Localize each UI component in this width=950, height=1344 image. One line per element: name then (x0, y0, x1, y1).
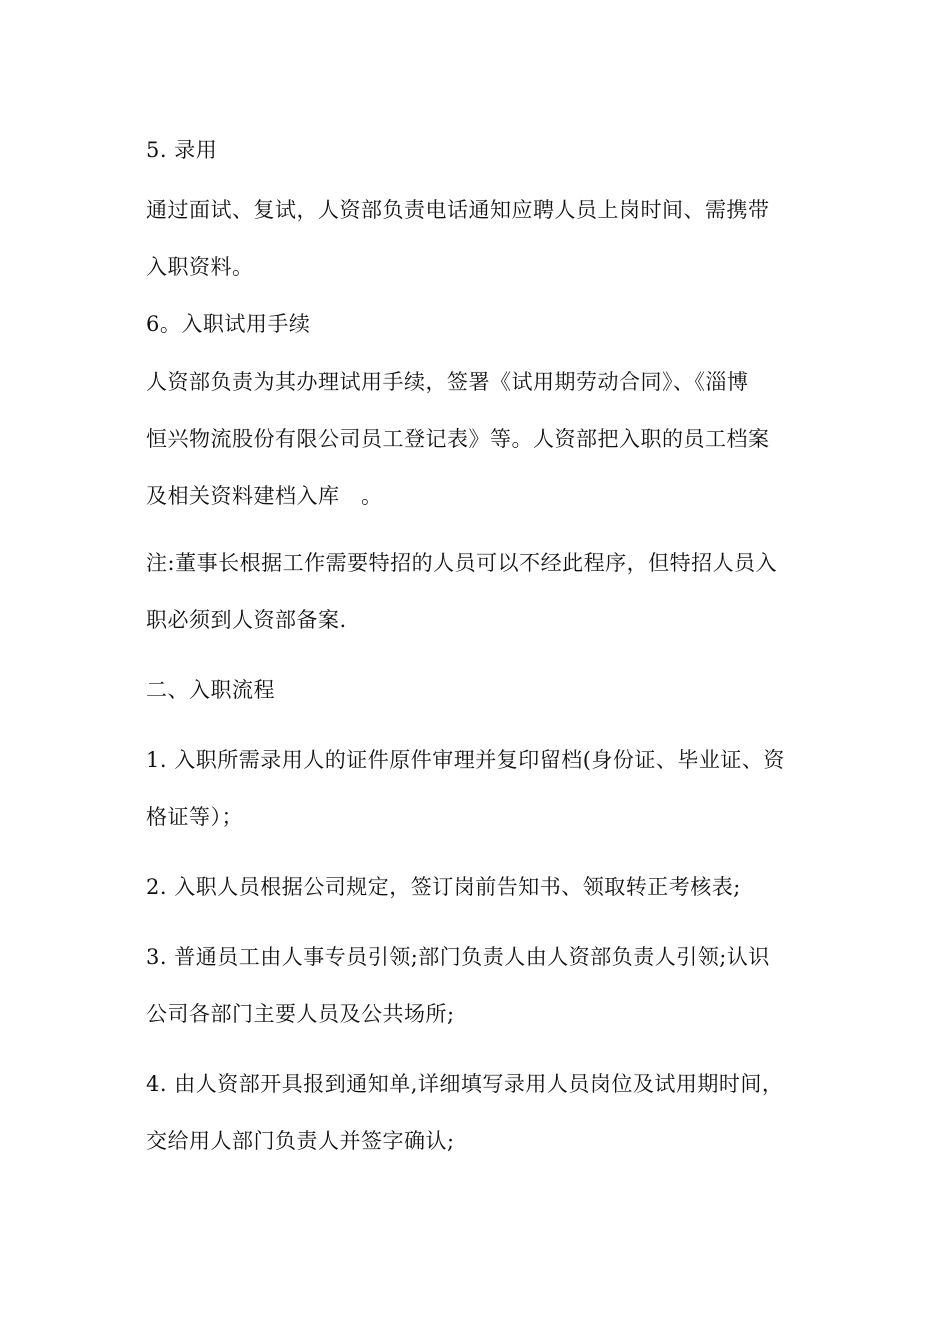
list-item-continuation: 格证等）； (146, 805, 243, 829)
list-item: 3. 普通员工由人事专员引领;部门负责人由人资部负责人引领;认识 (146, 945, 770, 969)
paragraph-line: 恒兴物流股份有限公司员工登记表》等。人资部把入职的员工档案 (146, 427, 770, 451)
note-line: 注:董事长根据工作需要特招的人员可以不经此程序，但特招人员入 (146, 551, 778, 575)
section-heading-probation: 6。入职试用手续 (146, 312, 311, 336)
section-heading-onboarding: 二、入职流程 (146, 678, 275, 702)
paragraph-line: 人资部负责为其办理试用手续，签署《试用期劳动合同》、《淄博 (146, 370, 749, 394)
note-line: 职必须到人资部备案. (146, 608, 347, 632)
paragraph-line: 入职资料。 (146, 255, 254, 279)
list-item-continuation: 公司各部门主要人员及公共场所; (146, 1002, 455, 1026)
list-item-continuation: 交给用人部门负责人并签字确认; (146, 1129, 455, 1153)
list-item: 2. 入职人员根据公司规定，签订岗前告知书、领取转正考核表; (146, 875, 741, 899)
section-heading-hiring: 5. 录用 (146, 138, 218, 162)
list-item: 1. 入职所需录用人的证件原件审理并复印留档(身份证、毕业证、资 (146, 748, 785, 772)
paragraph-line: 通过面试、复试，人资部负责电话通知应聘人员上岗时间、需携带 (146, 198, 770, 222)
list-item: 4. 由人资部开具报到通知单,详细填写录用人员岗位及试用期时间， (146, 1072, 784, 1096)
paragraph-line: 及相关资料建档入库 。 (146, 484, 383, 508)
